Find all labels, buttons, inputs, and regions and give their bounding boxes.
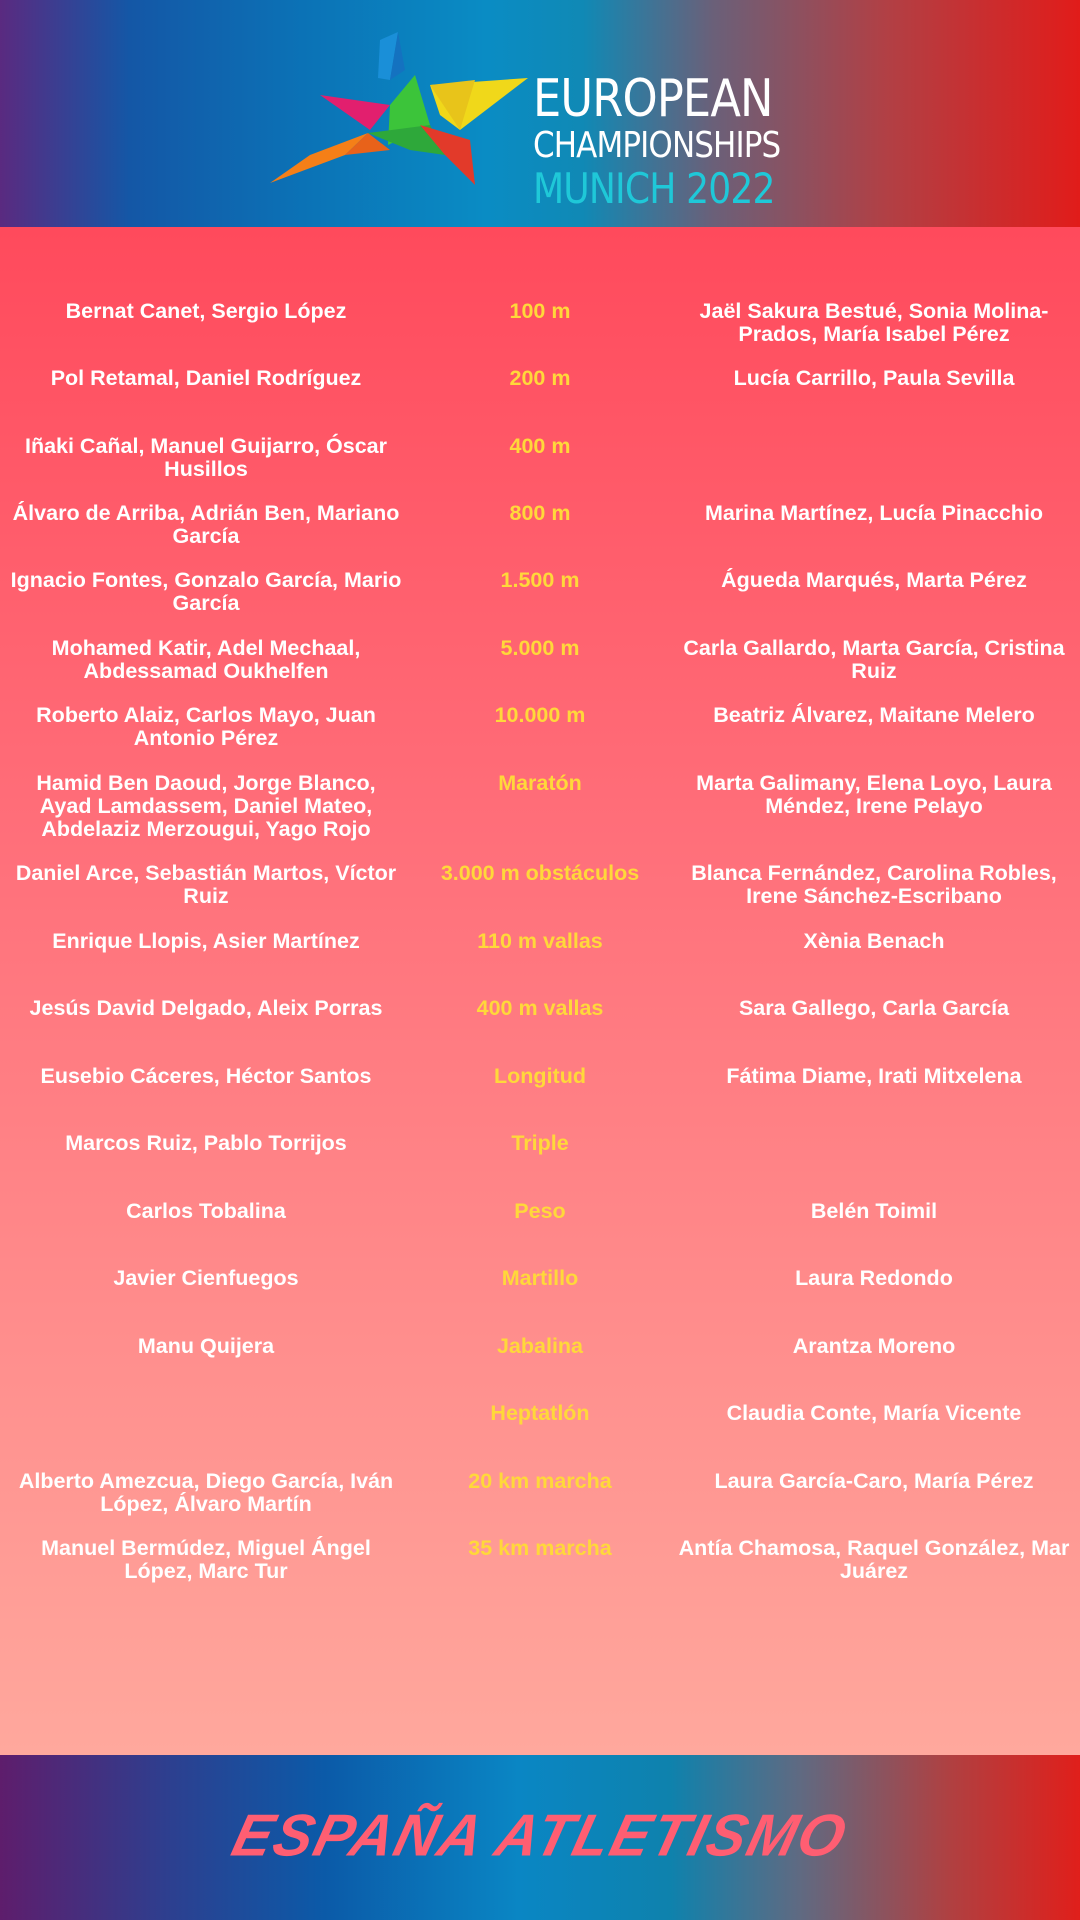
- event-name: 35 km marcha: [468, 1536, 612, 1560]
- women-athletes: Claudia Conte, María Vicente: [726, 1401, 1022, 1425]
- men-athletes: Eusebio Cáceres, Héctor Santos: [40, 1064, 372, 1088]
- event-name: Peso: [514, 1199, 566, 1223]
- event-name: 3.000 m obstáculos: [440, 861, 640, 885]
- women-athletes: Carla Gallardo, Marta García, Cristina Ruiz: [683, 636, 1065, 683]
- logo-line-championships: CHAMPIONSHIPS: [533, 125, 781, 166]
- championships-star-logo-icon: [270, 30, 530, 190]
- event-name: Jabalina: [496, 1334, 584, 1358]
- table-row: [0, 502, 1080, 562]
- table-row: [0, 771, 1080, 841]
- women-athletes: Arantza Moreno: [792, 1334, 956, 1358]
- women-athletes: Blanca Fernández, Carolina Robles, Irene Sánchez-Escribano: [691, 861, 1057, 908]
- women-athletes: Beatriz Álvarez, Maitane Melero: [713, 703, 1035, 727]
- women-athletes: Antía Chamosa, Raquel González, Mar Juárez: [678, 1536, 1070, 1583]
- event-name: 400 m vallas: [476, 996, 604, 1020]
- men-athletes: Roberto Alaiz, Carlos Mayo, Juan Antonio Pérez: [36, 703, 376, 750]
- men-athletes: Carlos Tobalina: [126, 1199, 286, 1223]
- event-name: Triple: [511, 1131, 569, 1155]
- logo-line-european: EUROPEAN: [533, 69, 773, 129]
- table-row: [0, 1402, 1080, 1462]
- table-row: [0, 1065, 1080, 1125]
- event-name: 200 m: [509, 366, 571, 390]
- table-row: [0, 704, 1080, 764]
- men-athletes: Manuel Bermúdez, Miguel Ángel López, Marc Tur: [41, 1536, 371, 1583]
- women-athletes: Fátima Diame, Irati Mitxelena: [726, 1064, 1022, 1088]
- women-athletes: Laura Redondo: [795, 1266, 953, 1290]
- men-athletes: Mohamed Katir, Adel Mechaal, Abdessamad Oukhelfen: [51, 636, 361, 683]
- men-athletes: Iñaki Cañal, Manuel Guijarro, Óscar Husillos: [24, 434, 388, 481]
- event-name: 110 m vallas: [477, 929, 603, 953]
- women-athletes: Belén Toimil: [810, 1199, 938, 1223]
- men-athletes: Javier Cienfuegos: [113, 1266, 299, 1290]
- event-name: 1.500 m: [500, 568, 580, 592]
- women-athletes: Sara Gallego, Carla García: [738, 996, 1010, 1020]
- women-athletes: Jaël Sakura Bestué, Sonia Molina-Prados, María Isabel Pérez: [699, 299, 1049, 346]
- event-name: 400 m: [509, 434, 571, 458]
- table-row: [0, 1470, 1080, 1530]
- roster-table: [0, 227, 1080, 1755]
- men-athletes: Hamid Ben Daoud, Jorge Blanco, Ayad Lamdassem, Daniel Mateo, Abdelaziz Merzougui, Yago Rojo: [36, 771, 376, 841]
- women-athletes: Lucía Carrillo, Paula Sevilla: [733, 366, 1015, 390]
- table-row: [0, 1335, 1080, 1395]
- event-name: 100 m: [509, 299, 571, 323]
- table-row: [0, 1267, 1080, 1327]
- logo-wordmark: [533, 69, 821, 213]
- table-row: [0, 300, 1080, 360]
- header-banner: [0, 0, 1080, 227]
- men-athletes: Manu Quijera: [137, 1334, 275, 1358]
- event-name: Martillo: [501, 1266, 579, 1290]
- men-athletes: Alberto Amezcua, Diego García, Iván López, Álvaro Martín: [18, 1469, 394, 1516]
- event-name: 5.000 m: [500, 636, 580, 660]
- table-row: [0, 367, 1080, 427]
- men-athletes: Daniel Arce, Sebastián Martos, Víctor Ruiz: [15, 861, 397, 908]
- women-athletes: Laura García-Caro, María Pérez: [714, 1469, 1034, 1493]
- event-name: Longitud: [494, 1064, 586, 1088]
- table-row: [0, 1537, 1080, 1597]
- women-athletes: Marta Galimany, Elena Loyo, Laura Méndez, Irene Pelayo: [696, 771, 1052, 818]
- table-row: [0, 637, 1080, 697]
- men-athletes: Bernat Canet, Sergio López: [65, 299, 347, 323]
- table-row: [0, 1200, 1080, 1260]
- table-row: [0, 930, 1080, 990]
- event-name: Heptatlón: [490, 1401, 590, 1425]
- event-name: 800 m: [509, 501, 571, 525]
- event-name: 10.000 m: [494, 703, 586, 727]
- brand-wordmark: ESPAÑA ATLETISMO: [225, 1802, 855, 1869]
- event-name: 20 km marcha: [468, 1469, 612, 1493]
- table-row: [0, 862, 1080, 922]
- footer-banner: [0, 1755, 1080, 1920]
- men-athletes: Pol Retamal, Daniel Rodríguez: [50, 366, 362, 390]
- men-athletes: Jesús David Delgado, Aleix Porras: [29, 996, 383, 1020]
- women-athletes: Águeda Marqués, Marta Pérez: [721, 568, 1027, 592]
- table-row: [0, 997, 1080, 1057]
- women-athletes: Xènia Benach: [803, 929, 945, 953]
- table-row: [0, 1132, 1080, 1192]
- event-name: Maratón: [498, 771, 582, 795]
- men-athletes: Álvaro de Arriba, Adrián Ben, Mariano García: [12, 501, 400, 548]
- women-athletes: Marina Martínez, Lucía Pinacchio: [704, 501, 1044, 525]
- table-row: [0, 569, 1080, 629]
- table-row: [0, 435, 1080, 495]
- men-athletes: Marcos Ruiz, Pablo Torrijos: [65, 1131, 347, 1155]
- men-athletes: Enrique Llopis, Asier Martínez: [52, 929, 360, 953]
- men-athletes: Ignacio Fontes, Gonzalo García, Mario García: [10, 568, 402, 615]
- logo-line-munich-2022: MUNICH 2022: [533, 164, 775, 213]
